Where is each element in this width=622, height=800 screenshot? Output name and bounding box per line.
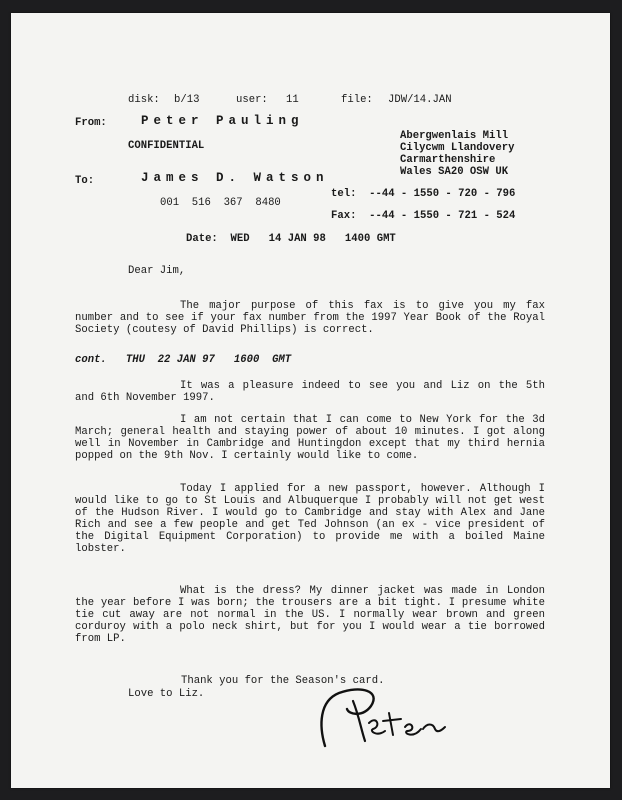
sender-address-line-3: Carmarthenshire <box>400 154 496 166</box>
recipient-tel: tel: --44 - 1550 - 720 - 796 <box>331 188 516 200</box>
from-label: From: <box>75 117 107 129</box>
sender-address-line-2: Cilycwm Llandovery <box>400 142 515 154</box>
salutation: Dear Jim, <box>128 265 186 277</box>
paragraph-4: Today I applied for a new passport, however. Although I would like to go to St Louis and Albuquerque I probably will not get west of the Hudson River. I would go to Cambridge and stay with Alex and Jane Rich and see a few people and get Ted Johnson (an ex - vice president of the Digital Equipment Corporation) to provide me with a boiled Maine lobster. <box>75 483 545 555</box>
to-label: To: <box>75 175 95 187</box>
file-label: file: <box>341 94 373 106</box>
continuation-timestamp: cont. THU 22 JAN 97 1600 GMT <box>75 354 292 366</box>
paragraph-5: What is the dress? My dinner jacket was made in London the year before I was born; the trousers are a bit tight. I presume white tie cut away are not normal in the US. I normally wear brown and green corduroy with a polo neck shirt, but for you I would wear a tie borrowed from LP. <box>75 585 545 645</box>
user-label: user: <box>236 94 268 106</box>
fax-date: Date: WED 14 JAN 98 1400 GMT <box>186 233 396 245</box>
recipient-name: James D. Watson <box>141 171 329 185</box>
fax-letter-page <box>11 13 610 788</box>
recipient-fax: Fax: --44 - 1550 - 721 - 524 <box>331 210 516 222</box>
sender-address-line-1: Abergwenlais Mill <box>400 130 509 142</box>
paragraph-3: I am not certain that I can come to New York for the 3d March; general health and staying power of about 10 minutes. I got along well in November in Cambridge and Huntingdon except that my third hernia popped on the 9th Nov. I certainly would like to come. <box>75 414 545 462</box>
paragraph-2: It was a pleasure indeed to see you and Liz on the 5th and 6th November 1997. <box>75 380 545 404</box>
file-value: JDW/14.JAN <box>388 94 452 106</box>
paragraph-1: The major purpose of this fax is to give you my fax number and to see if your fax number from the 1997 Year Book of the Royal Society (coutesy of David Phillips) is correct. <box>75 300 545 336</box>
disk-value: b/13 <box>174 94 200 106</box>
closing-love: Love to Liz. <box>128 688 205 700</box>
handwritten-signature <box>311 671 461 751</box>
sender-name: Peter Pauling <box>141 114 304 128</box>
user-value: 11 <box>286 94 299 106</box>
confidential-mark: CONFIDENTIAL <box>128 140 205 152</box>
sender-address-line-4: Wales SA20 OSW UK <box>400 166 509 178</box>
closing-thanks: Thank you for the Season's card. <box>181 675 385 687</box>
recipient-phone: 001 516 367 8480 <box>160 197 281 209</box>
disk-label: disk: <box>128 94 160 106</box>
